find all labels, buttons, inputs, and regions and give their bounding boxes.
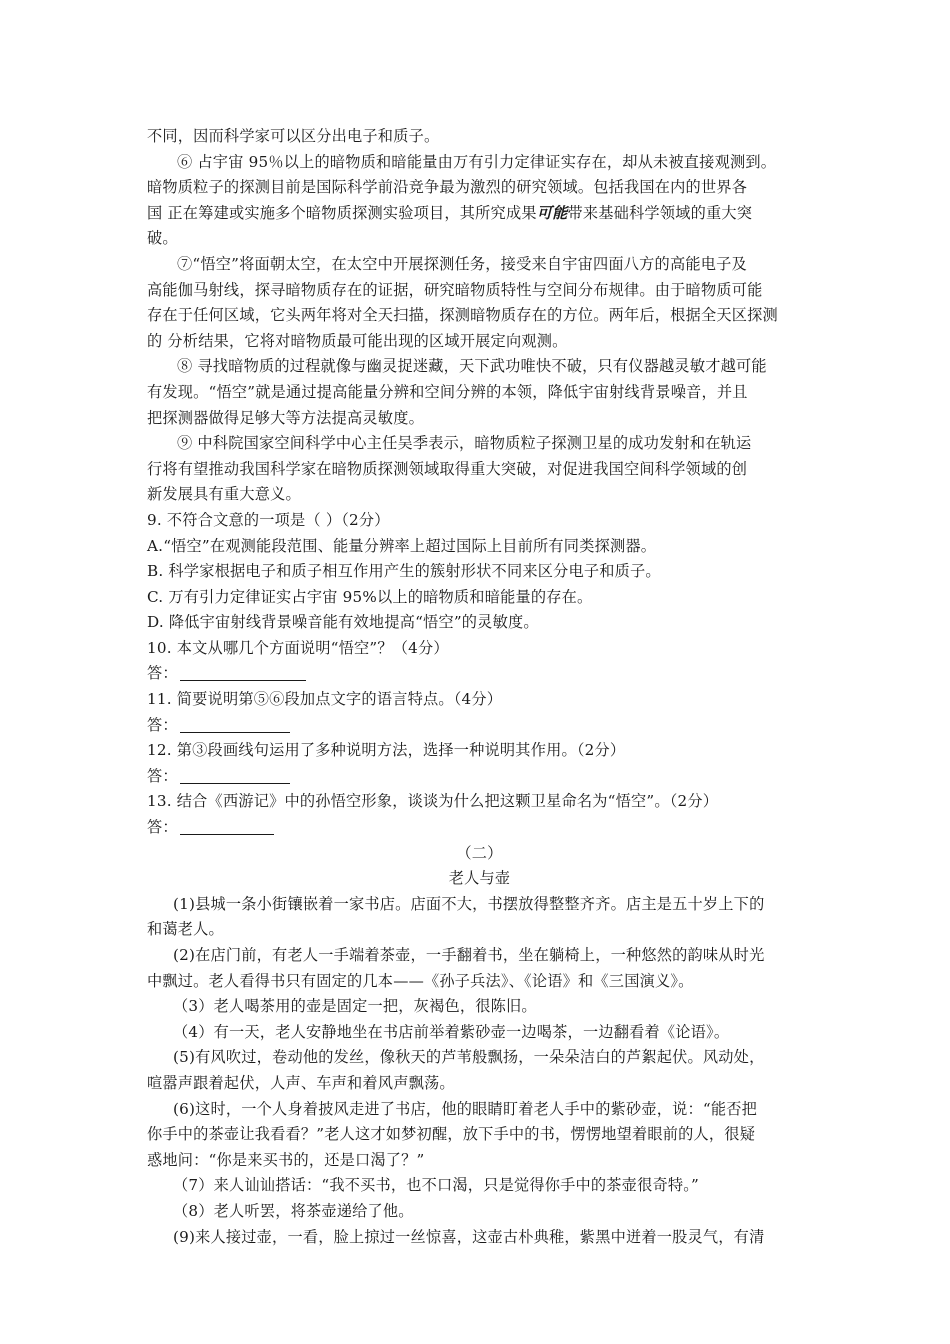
answer-line-10 [147,661,812,687]
passage1-paragraph-9: ⑨ 中科院国家空间科学中心主任吴季表示，暗物质粒子探测卫星的成功发射和在轨运 [177,434,752,453]
answer-line-13 [147,815,812,841]
question-9: 9. 不符合文意的一项是（ ）（2分） [147,510,390,529]
story-title: 老人与壶 [448,869,511,888]
answer-blank-10[interactable] [180,664,306,681]
story-paragraph-2: (2)在店门前，有老人一手端着茶壶，一手翻着书，坐在躺椅上，一种悠然的韵味从时光 [173,946,765,964]
passage1-line: 高能伽马射线，探寻暗物质存在的证据，研究暗物质特性与空间分布规律。由于暗物质可能 [147,280,763,299]
story-line: 惑地问：“你是来买书的，还是口渴了？” [147,1150,425,1169]
passage1-line: 新发展具有重大意义。 [147,485,301,504]
story-line: 和蔼老人。 [147,920,224,939]
answer-label: 答： [147,715,178,734]
passage1-line: 有发现。“悟空”就是通过提高能量分辨和空间分辨的本领，降低宇宙射线背景噪音，并且 [147,382,748,401]
question-9-option-a: A.“悟空”在观测能段范围、能量分辨率上超过国际上目前所有同类探测器。 [147,536,657,555]
passage1-line: 把探测器做得足够大等方法提高灵敏度。 [147,408,424,427]
passage1-paragraph-6: ⑥ 占宇宙 95％以上的暗物质和暗能量由万有引力定律证实存在，却从未被直接观测到。 [177,152,777,171]
answer-line-12 [147,764,812,790]
story-paragraph-6: (6)这时，一个人身着披风走进了书店，他的眼睛盯着老人手中的紫砂壶，说：“能否把 [173,1099,758,1118]
story-paragraph-8: （8）老人听罢，将茶壶递给了他。 [173,1201,414,1220]
story-line: 你手中的茶壶让我看看？”老人这才如梦初醒，放下手中的书，愣愣地望着眼前的人，很疑 [147,1125,756,1144]
passage1-line: 存在于任何区域，它头两年将对全天扫描，探测暗物质存在的方位。两年后，根据全天区探测 [147,306,778,325]
question-9-option-b: B. 科学家根据电子和质子相互作用产生的簇射形状不同来区分电子和质子。 [147,562,661,581]
story-paragraph-5: (5)有风吹过，卷动他的发丝，像秋天的芦苇般飘扬，一朵朵洁白的芦絮起伏。风动处， [173,1048,765,1067]
answer-label: 答： [147,664,178,683]
question-13: 13. 结合《西游记》中的孙悟空形象，谈谈为什么把这颗卫星命名为“悟空”。（2分） [147,792,719,811]
question-9-option-d: D. 降低宇宙射线背景噪音能有效地提高“悟空”的灵敏度。 [147,613,539,632]
passage1-line: 暗物质粒子的探测目前是国际科学前沿竞争最为激烈的研究领域。包括我国在内的世界各 [147,178,748,197]
passage1-paragraph-8: ⑧ 寻找暗物质的过程就像与幽灵捉迷藏，天下武功唯快不破，只有仪器越灵敏才越可能 [177,357,767,376]
passage1-line: 破。 [147,229,178,248]
answer-blank-13[interactable] [180,818,274,835]
answer-blank-11[interactable] [180,716,290,733]
passage1-line: 不同，因而科学家可以区分出电子和质子。 [147,127,440,145]
passage1-text: 国 正在筹建或实施多个暗物质探测实验项目，其所究成果 [147,203,537,222]
dotted-word: 可能 [536,203,568,222]
story-paragraph-4: （4）有一天，老人安静地坐在书店前举着紫砂壶一边喝茶，一边翻看着《论语》。 [173,1022,730,1041]
story-paragraph-3: （3）老人喝茶用的壶是固定一把，灰褐色，很陈旧。 [173,997,537,1016]
question-10: 10. 本文从哪几个方面说明“悟空”？（4分） [147,638,449,657]
document-page [147,124,812,1250]
story-paragraph-7: （7）来人讪讪搭话：“我不买书，也不口渴，只是觉得你手中的茶壶很奇特。” [173,1176,699,1195]
passage1-text: 带来基础科学领域的重大突 [567,203,753,222]
passage1-line: 行将有望推动我国科学家在暗物质探测领域取得重大突破，对促进我国空间科学领域的创 [147,459,748,478]
question-11: 11. 简要说明第⑤⑥段加点文字的语言特点。（4分） [147,690,503,709]
question-9-option-c: C. 万有引力定律证实占宇宙 95%以上的暗物质和暗能量的存在。 [147,587,593,606]
section-heading: （二） [456,843,503,862]
story-line: 中飘过。老人看得书只有固定的几本——《孙子兵法》、《论语》和《三国演义》。 [147,971,694,990]
story-line: 喧嚣声跟着起伏，人声、车声和着风声飘荡。 [147,1073,455,1092]
story-paragraph-1: (1)县城一条小街镶嵌着一家书店。店面不大，书摆放得整整齐齐。店主是五十岁上下的 [173,894,765,913]
answer-line-11 [147,713,812,739]
answer-label: 答： [147,766,178,785]
answer-blank-12[interactable] [180,767,290,784]
answer-label: 答： [147,818,178,837]
story-paragraph-9: (9)来人接过壶，一看，脸上掠过一丝惊喜，这壶古朴典稚，紫黑中迸着一股灵气，有清 [173,1227,765,1246]
question-12: 12. 第③段画线句运用了多种说明方法，选择一种说明其作用。（2分） [147,741,626,760]
passage1-line: 的 分析结果，它将对暗物质最可能出现的区域开展定向观测。 [147,331,568,350]
passage1-paragraph-7: ⑦“悟空”将面朝太空，在太空中开展探测任务，接受来自宇宙四面八方的高能电子及 [177,254,747,273]
passage1-line [147,201,812,227]
